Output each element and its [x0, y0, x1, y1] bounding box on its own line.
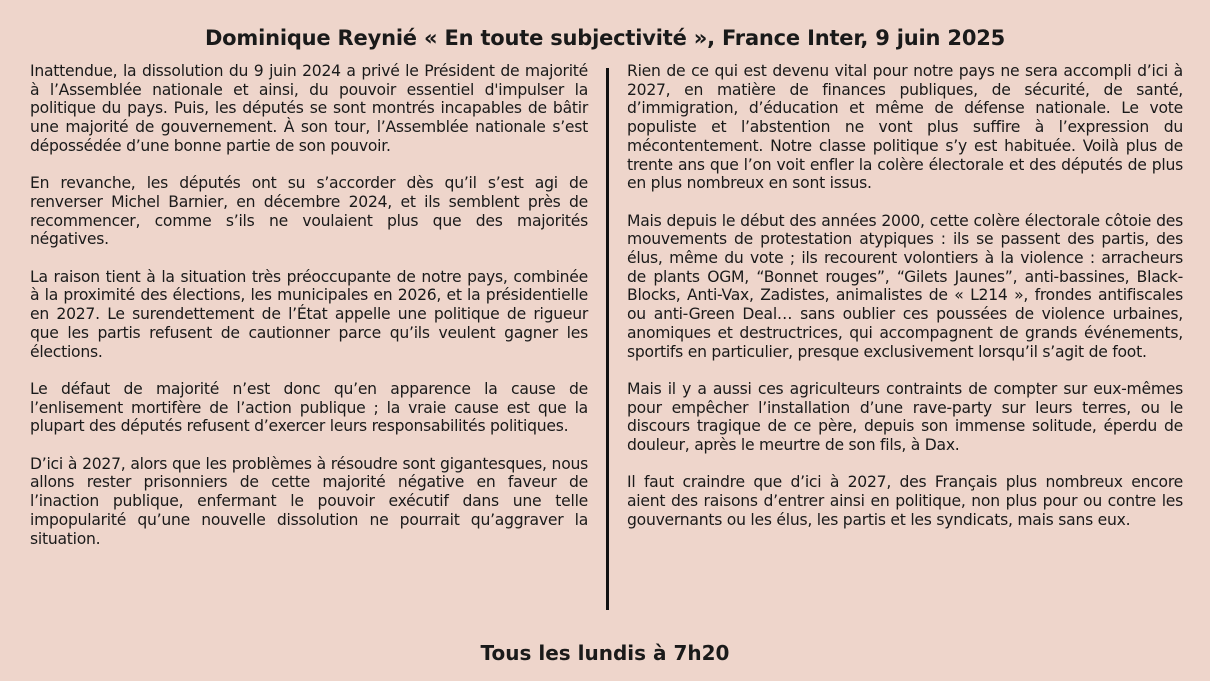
footer-schedule: Tous les lundis à 7h20: [480, 641, 730, 665]
paragraph: Rien de ce qui est devenu vital pour notre pays ne sera accompli d’ici à 2027, en matière de finances publiques, de sécurité, de santé, d’immigration, d’éducation et même de défense nationale. Le vote populiste et l’abstention ne vont plus suffire à l’expression du mécontentement. Notre classe politique s’y est habituée. Voilà plus de trente ans que l’on voit enfler la colère électorale et des députés de plus en plus nombreux en sont issus.: [627, 62, 1183, 193]
paragraph: Le défaut de majorité n’est donc qu’en apparence la cause de l’enlisement mortifère de l’action publique ; la vraie cause est que la plupart des députés refusent d’exercer leurs responsabilités politiques.: [30, 379, 588, 436]
paragraph: Inattendue, la dissolution du 9 juin 2024 a privé le Président de majorité à l’Assemblée nationale et ainsi, du pouvoir essentiel d'impulser la politique du pays. Puis, les députés se sont montrés incapables de bâtir une majorité de gouvernement. À son tour, l’Assemblée nationale s’est dépossédée d’une bonne partie de son pouvoir.: [30, 62, 588, 155]
page-title: Dominique Reynié « En toute subjectivité », France Inter, 9 juin 2025: [204, 26, 1006, 50]
column-divider: [606, 68, 609, 610]
paragraph: La raison tient à la situation très préoccupante de notre pays, combinée à la proximité des élections, les municipales en 2026, et la présidentielle en 2027. Le surendettement de l’État appelle une politique de rigueur que les partis refusent de cautionner parce qu’ils veulent gagner les élections.: [30, 267, 588, 361]
paragraph: En revanche, les députés ont su s’accorder dès qu’il s’est agi de renverser Michel Barnier, en décembre 2024, et ils semblent près de recommencer, comme s’ils ne voulaient plus que des majorités négatives.: [30, 174, 588, 249]
paragraph: Il faut craindre que d’ici à 2027, des Français plus nombreux encore aient des raisons d’entrer ainsi en politique, non plus pour ou contre les gouvernants ou les élus, les partis et les syndicats, mais sans eux.: [627, 473, 1183, 529]
paragraph: Mais il y a aussi ces agriculteurs contraints de compter sur eux-mêmes pour empêcher l’installation d’une rave-party sur leurs terres, ou le discours tragique de ce père, depuis son immense solitude, éperdu de douleur, après le meurtre de son fils, à Dax.: [627, 379, 1183, 455]
paragraph: Mais depuis le début des années 2000, cette colère électorale côtoie des mouvements de protestation atypiques : ils se passent des partis, des élus, même du vote ; ils recourent volontiers à la violence : arracheurs de plants OGM, “Bonnet rouges”, “Gilets Jaunes”, anti-bassines, Black-Blocks, Anti-Vax, Zadistes, animalistes de « L214 », frondes antifiscales ou anti-Green Deal… sans oublier ces poussées de violence urbaines, anomiques et destructrices, qui accompagnent de grands événements, sportifs en particulier, presque exclusivement lorsqu’il s’agit de foot.: [627, 211, 1183, 361]
left-column: [30, 62, 588, 567]
right-column: [627, 62, 1183, 548]
paragraph: D’ici à 2027, alors que les problèmes à résoudre sont gigantesques, nous allons rester prisonniers de cette majorité négative en faveur de l’inaction publique, enfermant le pouvoir exécutif dans une telle impopularité qu’une nouvelle dissolution ne pourrait qu’aggraver la situation.: [30, 454, 588, 548]
